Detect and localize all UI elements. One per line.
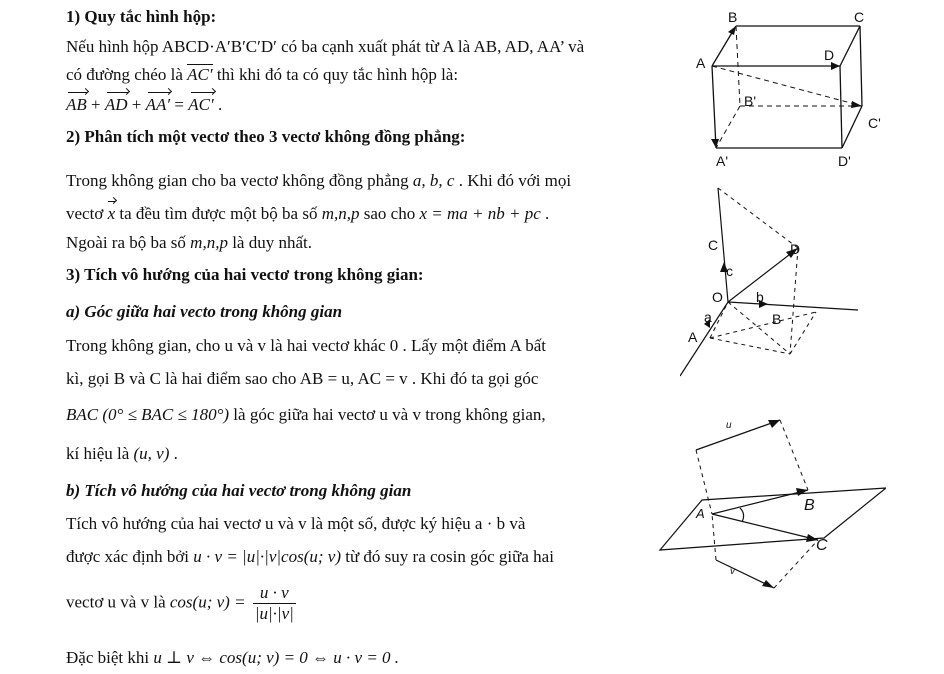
subsection-b-title: b) Tích vô hướng của hai vectơ trong không gian [66,481,412,500]
section-2-line-3: Ngoài ra bộ ba số m,n,p là duy nhất. [66,233,312,252]
label-C: C [854,9,865,25]
decomposition-figure [680,178,860,378]
angle-line-3: BAC (0° ≤ BAC ≤ 180°) là góc giữa hai vectơ u và v trong không gian, [66,405,546,424]
section-2-title: 2) Phân tích một vectơ theo 3 vectơ không đồng phẳng: [66,127,466,146]
box-name: ABCD·A′B′C′D′ [161,37,277,56]
subsection-a-title: a) Góc giữa hai vecto trong không gian [66,302,343,321]
label-C-prime: C' [868,115,881,131]
dot-line-3: vectơ u và v là cos(u; v) = $\frac{u \cdot v}{|u|\cdot|v|}$ [66,583,294,623]
label-A: A [688,329,698,345]
angle-line-1: Trong không gian, cho u và v là hai vectơ khác 0 . Lấy một điểm A bất [66,336,547,355]
decomposition-formula: x = ma + nb + pc [419,204,541,223]
cosine-fraction: $\frac{u \cdot v}{|u|\cdot|v|}$ [254,583,294,623]
label-c-vector: c [726,263,733,279]
dot-product-definition: u · v = |u|·|v|cos(u; v) [193,547,341,566]
label-A-prime: A' [716,153,729,169]
diagonal-ac: AC′ [187,65,213,84]
label-a-vector: a [704,309,712,325]
dot-line-1: Tích vô hướng của hai vectơ u và v là một số, được ký hiệu a · b và [66,514,526,533]
dot-line-4: Đặc biệt khi u ⊥ v ⇔ cos(u; v) = 0 ⇔ u · v = 0 . [66,648,400,667]
section-1-title: 1) Quy tắc hình hộp: [66,7,217,26]
section-2-line-1: Trong không gian cho ba vectơ không đồng phẳng a, b, c . Khi đó với mọi [66,171,572,190]
label-O: O [712,289,723,305]
label-v-vector: v [730,566,735,577]
section-1-line-2: có đường chéo là AC′ thì khi đó ta có quy tắc hình hộp là: [66,65,459,84]
angle-line-4: kí hiệu là (u, v) . [66,444,178,463]
parallelepiped-rule-formula: AB + AD + AA′ = AC′ . [66,95,223,114]
label-C: C [708,237,719,253]
label-D-prime: D' [838,153,851,169]
vector-angle-figure [656,410,886,600]
label-C: C [816,537,828,554]
angle-line-2: kì, gọi B và C là hai điểm sao cho AB = u, AC = v . Khi đó ta gọi góc [66,369,539,388]
label-B: B [728,9,738,25]
parallelepiped-figure [690,6,890,170]
label-A: A [696,506,705,521]
label-A: A [696,55,706,71]
section-1-line-1: Nếu hình hộp ABCD·A′B′C′D′ có ba cạnh xuất phát từ A là AB, AD, AA’ và [66,37,585,56]
perpendicular-condition: u ⊥ v ⇔ cos(u; v) = 0 ⇔ u · v = 0 . [153,648,400,667]
vectors-abc: a, b, c [412,171,455,190]
section-2-line-2: vectơ x ta đều tìm được một bộ ba số m,n,p sao cho x = ma + nb + pc . [66,204,550,223]
label-u-vector: u [726,420,732,431]
label-b-vector: b [756,289,764,305]
label-B-prime: B' [744,93,757,109]
dot-line-2: được xác định bởi u · v = |u|·|v|cos(u; v) từ đó suy ra cosin góc giữa hai [66,547,554,566]
label-D: D [824,47,835,63]
label-D: D [790,241,801,257]
label-B: B [772,311,782,327]
section-3-title: 3) Tích vô hướng của hai vectơ trong không gian: [66,265,424,284]
label-B: B [804,497,815,514]
